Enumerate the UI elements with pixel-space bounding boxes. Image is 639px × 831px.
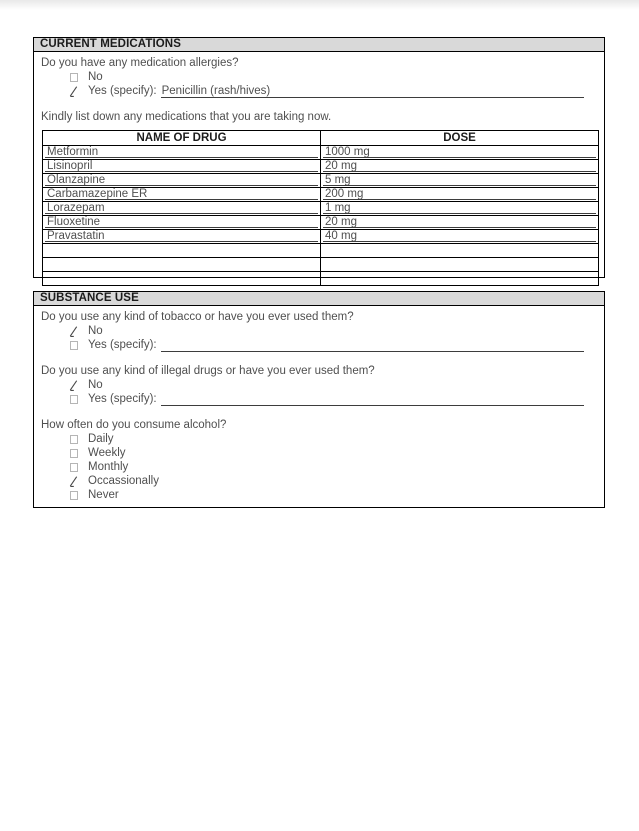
alcohol-question: How often do you consume alcohol? <box>41 419 227 431</box>
dose-cell[interactable] <box>321 188 599 202</box>
drug-name-entry <box>45 244 318 256</box>
allergy-question: Do you have any medication allergies? <box>41 57 239 69</box>
checkbox-empty-icon <box>70 463 78 472</box>
drugs-specify-value <box>161 393 162 405</box>
allergy-specify-field[interactable] <box>161 85 584 98</box>
dose-cell[interactable] <box>321 202 599 216</box>
dose-cell[interactable] <box>321 244 599 258</box>
option-alcohol-monthly[interactable] <box>69 460 584 474</box>
drug-name-entry <box>45 258 318 270</box>
medication-list-prompt: Kindly list down any medications that you are taking now. <box>41 111 332 123</box>
option-label-no: No <box>88 379 103 391</box>
drug-name-cell[interactable] <box>43 202 321 216</box>
option-label-yes: Yes (specify): <box>88 85 157 97</box>
dose-entry: 20 mg <box>323 160 596 172</box>
checkbox-empty-icon <box>70 73 78 82</box>
dose-entry: 20 mg <box>323 216 596 228</box>
check-slash-icon <box>69 380 78 391</box>
checkbox-drugs-no[interactable] <box>69 380 78 391</box>
tobacco-question: Do you use any kind of tobacco or have you ever used them? <box>41 311 354 323</box>
dose-entry: 200 mg <box>323 188 596 200</box>
option-label-daily: Daily <box>88 433 114 445</box>
allergy-specify-value: Penicillin (rash/hives) <box>161 84 271 97</box>
checkbox-empty-icon <box>70 449 78 458</box>
drug-name-cell[interactable] <box>43 174 321 188</box>
medications-table-header-row <box>43 131 599 146</box>
option-label-yes: Yes (specify): <box>88 393 157 405</box>
check-slash-icon <box>69 326 78 337</box>
option-label-occassionally: Occassionally <box>88 475 159 487</box>
option-allergy-yes[interactable] <box>69 84 584 98</box>
checkbox-empty-icon <box>70 395 78 404</box>
drug-name-entry: Fluoxetine <box>45 216 318 228</box>
dose-entry: 5 mg <box>323 174 596 186</box>
drug-name-cell[interactable] <box>43 272 321 286</box>
medication-row <box>43 160 599 174</box>
drug-name-entry: Lorazepam <box>45 202 318 214</box>
option-label-no: No <box>88 71 103 83</box>
drug-name-cell[interactable] <box>43 216 321 230</box>
checkbox-tobacco-no[interactable] <box>69 326 78 337</box>
option-drugs-no[interactable] <box>69 378 584 392</box>
tobacco-specify-field[interactable] <box>161 339 584 352</box>
current-medications-section <box>33 37 605 278</box>
medication-row-empty <box>43 272 599 286</box>
medication-row <box>43 174 599 188</box>
option-tobacco-no[interactable] <box>69 324 584 338</box>
dose-entry <box>323 244 596 256</box>
drug-name-cell[interactable] <box>43 244 321 258</box>
drug-name-cell[interactable] <box>43 188 321 202</box>
medication-row <box>43 188 599 202</box>
dose-cell[interactable] <box>321 174 599 188</box>
option-label-yes: Yes (specify): <box>88 339 157 351</box>
section-title: SUBSTANCE USE <box>40 292 139 304</box>
medication-row <box>43 146 599 160</box>
dose-entry: 40 mg <box>323 230 596 242</box>
tobacco-specify-value <box>161 339 162 351</box>
drug-name-entry: Lisinopril <box>45 160 318 172</box>
checkbox-alcohol-weekly[interactable] <box>69 448 78 459</box>
option-label-never: Never <box>88 489 119 501</box>
medication-row <box>43 216 599 230</box>
option-label-weekly: Weekly <box>88 447 126 459</box>
drug-name-entry: Olanzapine <box>45 174 318 186</box>
option-label-monthly: Monthly <box>88 461 129 473</box>
medical-intake-form <box>33 37 605 508</box>
dose-entry: 1000 mg <box>323 146 596 158</box>
check-slash-icon <box>69 86 78 97</box>
section-title: CURRENT MEDICATIONS <box>40 38 181 50</box>
medication-row-empty <box>43 244 599 258</box>
medications-table <box>42 130 599 286</box>
drug-name-entry: Metformin <box>45 146 318 158</box>
option-alcohol-occassionally[interactable] <box>69 474 584 488</box>
dose-cell[interactable] <box>321 146 599 160</box>
dose-entry <box>323 258 596 270</box>
drug-name-cell[interactable] <box>43 160 321 174</box>
medication-row <box>43 230 599 244</box>
dose-entry: 1 mg <box>323 202 596 214</box>
option-allergy-no[interactable] <box>69 70 584 84</box>
medication-row <box>43 202 599 216</box>
page-top-shadow <box>0 0 639 10</box>
drug-name-entry <box>45 272 318 284</box>
option-alcohol-daily[interactable] <box>69 432 584 446</box>
checkbox-allergy-yes[interactable] <box>69 86 78 97</box>
checkbox-empty-icon <box>70 491 78 500</box>
checkbox-empty-icon <box>70 341 78 350</box>
current-medications-body <box>34 52 604 286</box>
checkbox-allergy-no[interactable] <box>69 72 78 83</box>
dose-entry <box>323 272 596 284</box>
substance-use-body <box>34 306 604 502</box>
checkbox-alcohol-occassionally[interactable] <box>69 476 78 487</box>
checkbox-tobacco-yes[interactable] <box>69 340 78 351</box>
option-alcohol-weekly[interactable] <box>69 446 584 460</box>
current-medications-header <box>34 38 604 52</box>
drug-name-entry: Carbamazepine ER <box>45 188 318 200</box>
checkbox-drugs-yes[interactable] <box>69 394 78 405</box>
option-alcohol-never[interactable] <box>69 488 584 502</box>
drug-name-entry: Pravastatin <box>45 230 318 242</box>
drug-name-cell[interactable] <box>43 258 321 272</box>
checkbox-alcohol-monthly[interactable] <box>69 462 78 473</box>
substance-use-header <box>34 292 604 306</box>
dose-cell[interactable] <box>321 216 599 230</box>
checkbox-alcohol-daily[interactable] <box>69 434 78 445</box>
medication-row-empty <box>43 258 599 272</box>
column-header-dose: DOSE <box>321 131 599 146</box>
drug-name-cell[interactable] <box>43 230 321 244</box>
dose-cell[interactable] <box>321 272 599 286</box>
drugs-specify-field[interactable] <box>161 393 584 406</box>
option-drugs-yes[interactable] <box>69 392 584 406</box>
option-tobacco-yes[interactable] <box>69 338 584 352</box>
dose-cell[interactable] <box>321 258 599 272</box>
option-label-no: No <box>88 325 103 337</box>
checkbox-alcohol-never[interactable] <box>69 490 78 501</box>
column-header-drug-name: NAME OF DRUG <box>43 131 321 146</box>
dose-cell[interactable] <box>321 160 599 174</box>
substance-use-section <box>33 291 605 508</box>
dose-cell[interactable] <box>321 230 599 244</box>
check-slash-icon <box>69 476 78 487</box>
drug-name-cell[interactable] <box>43 146 321 160</box>
checkbox-empty-icon <box>70 435 78 444</box>
illegal-drugs-question: Do you use any kind of illegal drugs or have you ever used them? <box>41 365 375 377</box>
